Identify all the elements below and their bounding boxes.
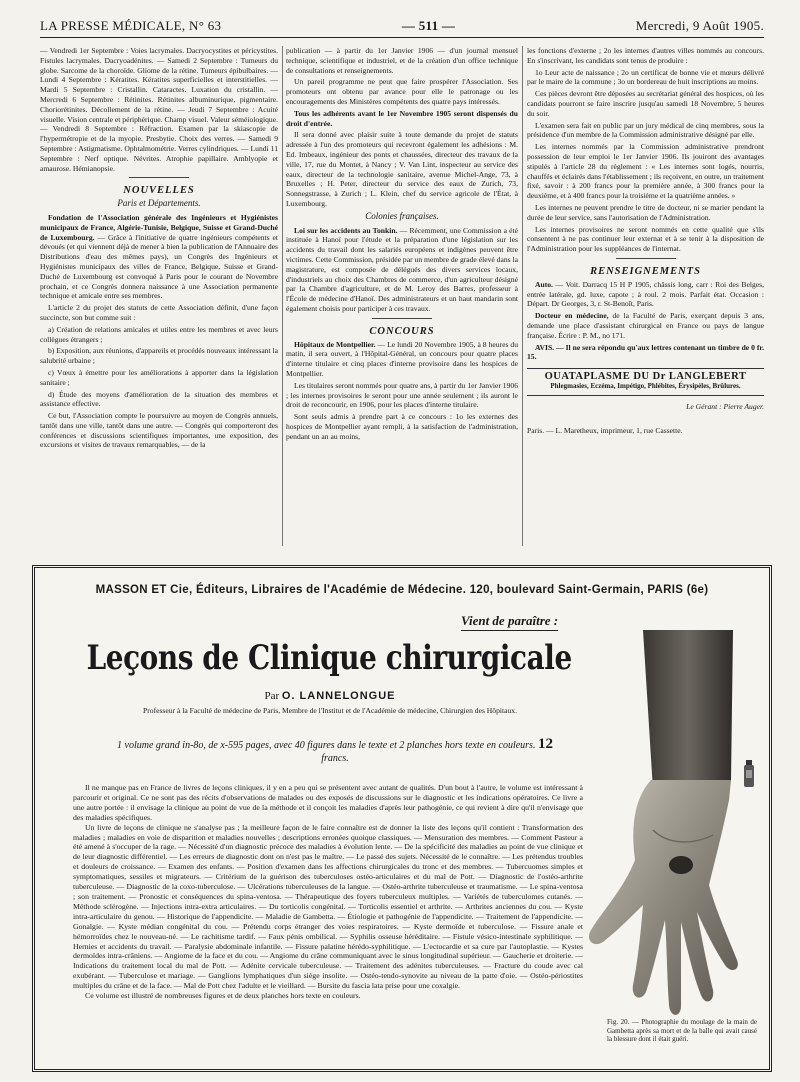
paragraph: L'article 2 du projet des statuts de cette Association définit, d'une façon succincte, son but comme suit : — [40, 303, 278, 322]
column-divider — [282, 46, 283, 546]
price-value: 12 — [537, 736, 553, 752]
journal-name: LA PRESSE MÉDICALE, N° 63 — [40, 18, 222, 33]
section-heading-concours: CONCOURS — [369, 325, 435, 337]
ouataplasme-title: OUATAPLASME DU Dr LANGLEBERT — [544, 371, 747, 383]
section-heading-nouvelles: NOUVELLES — [123, 185, 195, 197]
section-heading-renseignements: RENSEIGNEMENTS — [590, 265, 701, 277]
subheading-colonies: Colonies françaises. — [365, 210, 439, 221]
paragraph: Ce volume est illustré de nombreuses figures et de deux planches hors texte en couleurs. — [85, 991, 361, 1001]
divider — [616, 258, 676, 259]
classified-text: de la Faculté de Paris, exerçant depuis 3 ans, demande une place d'assistant chirurgical en France ou pays de langue française. Écrire : P. M., no 171. — [527, 311, 764, 340]
avis-notice: AVIS. — Il ne sera répondu qu'aux lettres contenant un timbre de 0 fr. 15. — [527, 342, 764, 362]
header-rule — [40, 37, 764, 38]
fondation-article — [40, 213, 278, 301]
classified-title: Docteur en médecine, — [535, 311, 609, 321]
ophtalmo-schedule: — Vendredi 1er Septembre : Voies lacrymales. Dacryocystites et péricystites. Fistules lacrymales. Dacryoadénites. — Samedi 2 Septembre : Tumeurs du globe. Sarcome de la choroïde. Gliome de la rétine. Tumeurs épibulbaires. — Lundi 4 Septembre : Kératites. Kératites superficielles et interstitielles. — Mardi 5 Septembre : Cristallin. Cataractes. Luxation du cristallin. — Mercredi 6 Septembre : Rétinites. Rétinites albuminurique, pigmentaire. Choriorétinites. Décollement de la rétine. — Jeudi 7 Septembre : Acuité visuelle. Vision centrale et périphérique. Champ visuel. Valeur séméiologique. — Vendredi 8 Septembre : Réfraction. Examen par la skiascopie de l'hypermétropie et de la myopie. Presbytie. Choix des verres. — Samedi 9 Septembre : Astigmatisme. Ophtalmométrie. Verres cylindriques. — Lundi 11 Septembre : Nerf optique. Névrites. Atrophie papillaire. Amblyopie et amaurose. Hémianopsie. — [40, 46, 278, 173]
par-label: Par — [264, 690, 280, 702]
paragraph: Les titulaires seront nommés pour quatre ans, à partir du 1er Janvier 1906 ; les internes provisoires le seront pour une année seulement ; ils auront le droit de reconcourir, en 1906, pour les places d'interne titulaire. — [286, 380, 518, 410]
book-description — [73, 783, 583, 1001]
paragraph: Ces pièces devront être déposées au secrétariat général des hospices, où les candidats pourront se faire inscrire jusqu'au samedi 18 Novembre, 5 heures du soir. — [527, 89, 764, 118]
paragraph: Un livre de leçons de clinique ne s'analyse pas ; la meilleure façon de le faire connaître est de donner la liste des leçons qu'il contient : Transformation des maladies ; maladies en voie de disparition et maladies nouvelles ; descriptions erronées quoique classiques. — Mensuration des membres. — Comment Pasteur a été amené à s'occuper de la rage. — Nécessité d'un diagnostic précoce des maladies à évolution lente. — De la spécificité des maladies au point de vue clinique et de leur diagnostic différentiel. — Les erreurs de diagnostic dont on n'est pas le maître. — Le passé des sujets. Nécessité de le connaître. — Les prétendus troubles et douleurs de croissance. — Examen des enfants. — Position d'examen dans les affections chirurgicales du tronc et des membres. — Tubercuomes simples et symptomatiques, sessiles et migrateurs. — Critérium de la guérison des tuberculoses ostéo-articulaires et du mal de Pott. — Diagnostic de l'ostéo-arthrite tuberculeuse. — Diagnostic de la coxo-tuberculose. — Ulcérations tuberculeuses de la langue. — Ostéo-arthrite tuberculeuse et traumatisme. — Le spina-ventosa ; son traitement. — Pronostic et conséquences du spina-ventosa. — Thérapeutique des foyers tuberculeux multiples. — Variétés de tuberculomes cutanés. — Méthode sclérogène. — Injections intra-extra articulaires. — Du torticolis congénital. — Torticolis essentiel et arthrite. — Arthrites anciennes du cou. — Kyste intra-articulaire du genou. — Historique de l'appendicite. — Maladie de Gambetta. — Étiologie et pathogénie de l'appendicite. — Traitement de l'appendicite. — Gonalgie. — Kyste médian congénital du cou. — Prétendu corps étranger des voies respiratoires. — Kyste dermoïde et tuberculose. — Fissure anale et hémorroïdes chez le nouveau-né. — Le rachitisme tardif. — Faux pénis ombilical. — Syphilis osseuse héréditaire. — Fistule vésico-intestinale syphilitique. — Hernies et accidents du travail. — Paralysie abdominale infantile. — Fissure palatine hérédo-syphilitique. — L'ectocardie et sa cure par l'autoplastie. — Kystes dermoïdes intra-crâniens. — Angiome de la face et du cou. — Angiome du crâne communiquant avec le sinus longitudinal supérieur. — Gaucherie et droiterie. — Indications du traitement local du mal de Pott. — Adénite cervicale tuberculeuse. — Traitement des adénites tuberculeuses. — Fracture du coude avec cal exubérant. — Tuberculose et mariage. — Ganglions lymphatiques d'un siège insolite. — Ostéo-tendo-synovite au niveau de la patte d'oie. — Ostéo-périostites multiples du crâne et de la face. — Mal de Pott chez l'adulte et le vieillard. — Bursite du fascia lata prise pour une coxalgie. — [73, 822, 583, 991]
article-title: Loi sur les accidents au Tonkin. — [294, 225, 398, 235]
paragraph: Un pareil programme ne peut que faire prospérer l'Association. Ses promoteurs ont obtenu par avance pour elle le patronage ou les encouragements des Ministères compétents des quatre pays intéressés. — [286, 77, 518, 106]
subheading-paris: Paris et Départements. — [117, 198, 201, 209]
divider — [372, 318, 432, 319]
paragraph: Les internes provisoires ne seront nommés en cette qualité que s'ils consentent à ne pas continuer leur externat et à se tenir à la disposition de l'Administration pour les suppléances de l'internat. — [527, 224, 764, 254]
paragraph: Sont seuls admis à prendre part à ce concours : 1o les externes des hospices de Montpellier ayant rempli, à la satisfaction de l'administration, pendant un an au moins, — [286, 412, 518, 441]
issue-date: Mercredi, 9 Août 1905. — [635, 18, 764, 33]
article-text: — Récemment, une Commission a été instituée à Hanoï pour l'étude et la préparation d'une législation sur les accidents du travail dont les salariés européens et indigènes peuvent être victimes. Cette Commission, présidée par un membre de grade élevé dans la magistrature, est composée de délégués des divers services locaux, d'industriels au choix des Chambres de commerce, d'un agriculteur désigné par la Chambre d'agriculture, et de M. Leroy des Barres, professeur à l'École de médecine d'Hanoï. Des administrateurs et un haut mandarin sont également choisis pour participer à ces travaux. — [286, 225, 518, 313]
gambetta-hand-image — [583, 630, 763, 1022]
figure-caption: Fig. 20. — Photographie du moulage de la main de Gambetta après sa mort et de la balle qui avait causé la blessure dont il était guéri. — [607, 1018, 757, 1043]
hopitaux-article — [286, 340, 518, 379]
article-text: — Le lundi 20 Novembre 1905, à 8 heures du matin, il sera ouvert, à l'Hôpital-Général, un concours pour quatre places d'interne titulaire et cinq places d'interne provisoire dans les hospices de Montpellier. — [286, 339, 518, 378]
author-name: O. LANNELONGUE — [281, 690, 396, 702]
vient-de-paraitre: Vient de paraître : — [461, 613, 558, 631]
book-title: Leçons de Clinique chirurgicale — [86, 638, 572, 678]
divider — [129, 177, 189, 178]
ouataplasme-ad — [527, 368, 764, 396]
paragraph: Il ne manque pas en France de livres de leçons cliniques, il y en a peu qui se présentent avec autant de qualités. D'un bout à l'autre, le volume est intéressant à parcourir et original. Ce ne sont pas des récits d'observations de malades ou des exposés de discussions sur le diagnostic et les indications opératoires. Ce livre a une autre portée : il envisage la clinique au point de vue de la méthode et il conçoit les maladies d'après leur pathogénie, ce qui revient à dire qu'il n'envisage que des maladies spécifiques. — [73, 783, 583, 822]
classified-text: — Voit. Darracq 15 H P 1905, châssis long, carr : Roi des Belges, entrée latérale, gd. luxe, capote ; à roul. 2 mois. Parfait état. Occasion : Départ. Dr Georges, 3, r. St-Benoît, Paris. — [527, 279, 764, 309]
author-line — [75, 690, 585, 702]
article-title: Fondation de l'Association générale des Ingénieurs et Hygiénistes municipaux de France, Algérie-Tunisie, Belgique, Suisse et Grand-Duché de Luxembourg. — [40, 212, 278, 242]
column-3 — [527, 46, 764, 548]
tonkin-article — [286, 226, 518, 314]
paragraph: Les internes nommés par la Commission administrative prendront possession de leur emploi le 1er Janvier 1906. Ils jouiront des avantages stipulés à l'article 28 du règlement : « Les internes sont logés, nourris, chauffés et éclairés dans l'établissement ; ils reçoivent, en outre, un traitement fixé, savoir : à 200 francs pour la première année, à 300 francs pour la deuxième, et à 400 francs pour la troisième et la quatrième années. » — [527, 142, 764, 201]
paragraph: Il sera donné avec plaisir suite à toute demande du projet de statuts adressée à l'un des promoteurs qui recevront également les adhésions : M. Ed. Imbeaux, ingénieur des ponts et chaussées, directeur des travaux de la ville, 17, rue du Montet, à Nancy ; V. Van Lint, inspecteur au service des eaux, directeur de la technologie sanitaire, avenue Michel-Ange, 73, à Bruxelles ; H. Peter, directeur du service des eaux de Zurich, 73, Sonnegstrasse, à Zurich ; L. Klein, chef du service agricole de l'État, à Luxembourg. — [286, 130, 518, 208]
page-number: — 511 — — [401, 18, 456, 33]
gerant-line: Le Gérant : Pierre Auger. — [686, 401, 764, 411]
paragraph: 1o Leur acte de naissance ; 2o un certificat de bonne vie et mœurs délivré par le maire de la commune ; 3o un bordereau de huit inscriptions au moins. — [527, 67, 764, 87]
paragraph: Ce but, l'Association compte le poursuivre au moyen de Congrès annuels, tantôt dans une ville, tantôt dans une autre. — Congrès qui comporteront des conférences et discussions scientifiques importantes, une exposition, des excursions et visites de travaux remarquables, — de la — [40, 411, 278, 450]
imprimerie-line: Paris. — L. Maretheux, imprimeur, 1, rue Cassette. — [527, 425, 683, 435]
paragraph: les fonctions d'externe ; 2o les internes d'autres villes nommés au concours. En s'inscrivant, les candidats sont tenus de produire : — [527, 46, 764, 65]
page-header — [40, 18, 764, 36]
publisher-line: MASSON ET Cie, Éditeurs, Libraires de l'Académie de Médecine. 120, boulevard Saint-Germain, PARIS (6e) — [95, 584, 709, 596]
classified-auto — [527, 280, 764, 309]
list-item: c) Vœux à émettre pour les améliorations à apporter dans la législation sanitaire ; — [40, 367, 278, 387]
list-item: a) Création de relations amicales et utiles entre les membres et avec leurs collègues étrangers ; — [40, 324, 278, 344]
bullet-image — [743, 760, 755, 790]
list-item: b) Exposition, aux réunions, d'appareils et procédés nouveaux intéressant la salubrité urbaine ; — [40, 346, 278, 366]
column-divider — [522, 46, 523, 546]
author-credentials: Professeur à la Faculté de médecine de Paris, Membre de l'Institut et de l'Académie de médecine, Chirurgien des Hôpitaux. — [143, 706, 517, 715]
list-item: d) Étude des moyens d'amélioration de la situation des membres et assistance effective. — [40, 389, 278, 409]
price-unit: francs. — [321, 753, 349, 764]
volume-description: 1 volume grand in-8o, de x-595 pages, avec 40 figures dans le texte et 2 planches hors texte en couleurs. — [117, 740, 536, 751]
paragraph: Les internes ne peuvent prendre le titre de docteur, ni se marier pendant la durée de leur service, sans l'autorisation de l'Administration. — [527, 202, 764, 222]
article-text: — Grâce à l'initiative de quatre ingénieurs compétents et dévoués (et qui viennent déjà de mener à bien la publication de l'Annuaire des Distributions d'eau des mêmes pays), un Congrès des Ingénieurs et Hygiénistes municipaux des villes de France, Belgique, Suisse et Grand-Duché de Luxembourg est convoqué à Paris pour le courant de Novembre prochain, et ce Congrès donnera naissance à une Association permanente technique et amicale entre ses membres. — [40, 232, 278, 301]
article-title: Hôpitaux de Montpellier. — [294, 339, 376, 349]
book-advertisement — [32, 565, 772, 1072]
classified-docteur — [527, 311, 764, 340]
column-2 — [286, 46, 518, 548]
classified-title: Auto. — [535, 279, 553, 289]
volume-info — [115, 738, 555, 765]
paragraph: Tous les adhérents avant le 1er Novembre 1905 seront dispensés du droit d'entrée. — [286, 108, 518, 128]
paragraph: publication — à partir du 1er Janvier 1906 — d'un journal mensuel technique, scientifique et industriel, et de la création d'un office technique de consultations et renseignements. — [286, 46, 518, 75]
column-1 — [40, 46, 278, 548]
paragraph: L'examen sera fait en public par un jury médical de cinq membres, sous la présidence d'un membre de la Commission administrative désigné par elle. — [527, 120, 764, 140]
ouataplasme-subtitle: Phlegmasies, Eczéma, Impétigo, Phlébites, Érysipèles, Brûlures. — [550, 381, 741, 390]
